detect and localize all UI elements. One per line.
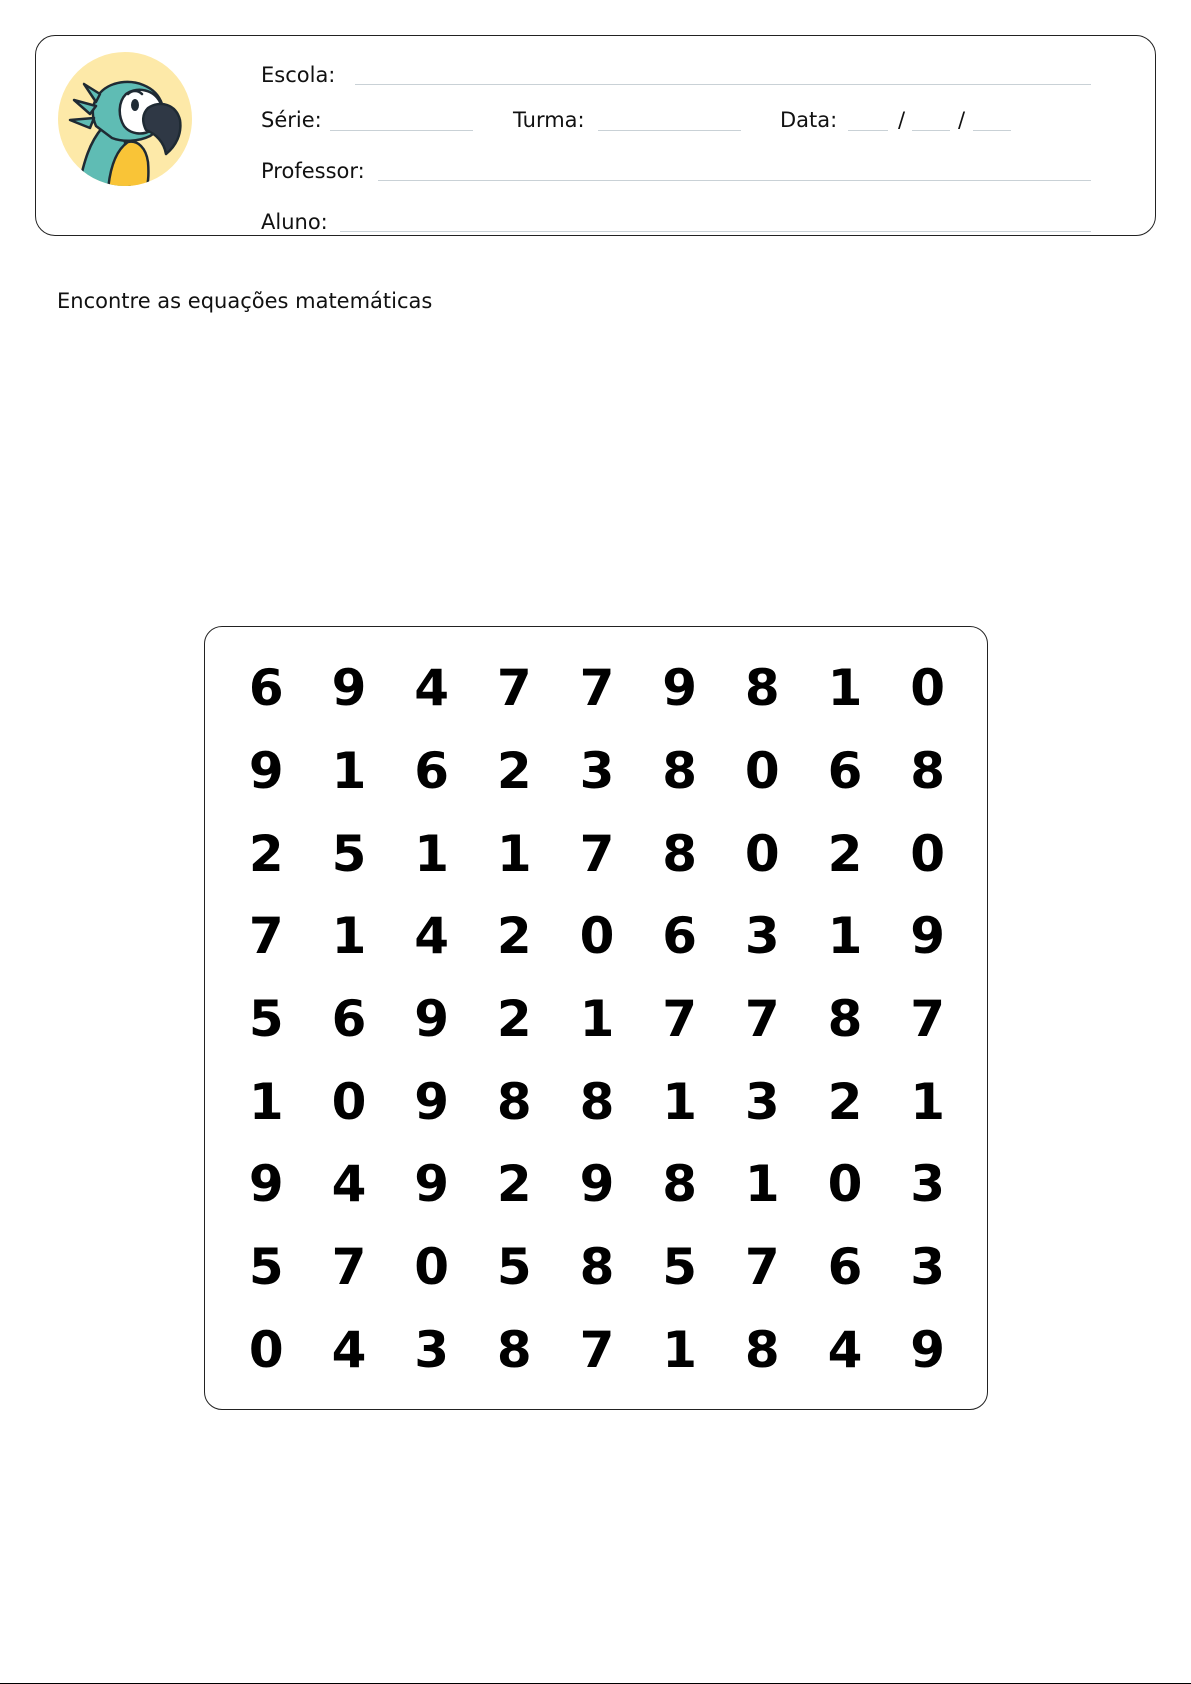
grid-cell[interactable]: 7 <box>579 1320 615 1379</box>
grid-cell[interactable]: 2 <box>496 907 532 966</box>
grid-cell[interactable]: 0 <box>579 907 615 966</box>
grid-cell[interactable]: 1 <box>662 1320 698 1379</box>
grid-cell[interactable]: 1 <box>248 1072 284 1131</box>
grid-cell[interactable]: 5 <box>248 989 284 1048</box>
grid-cell[interactable]: 2 <box>827 1072 863 1131</box>
grid-cell[interactable]: 8 <box>496 1320 532 1379</box>
grid-cell[interactable]: 8 <box>662 1155 698 1214</box>
grid-cell[interactable]: 1 <box>910 1072 946 1131</box>
grid-cell[interactable]: 1 <box>414 824 450 883</box>
grid-cell[interactable]: 8 <box>579 1237 615 1296</box>
grid-cell[interactable]: 2 <box>496 1155 532 1214</box>
class-field[interactable] <box>598 130 741 131</box>
grid-cell[interactable]: 2 <box>496 989 532 1048</box>
grid-cell[interactable]: 9 <box>910 1320 946 1379</box>
grid-cell[interactable]: 6 <box>662 907 698 966</box>
grid-cell[interactable]: 9 <box>414 989 450 1048</box>
grid-cell[interactable]: 0 <box>910 659 946 718</box>
grid-cell[interactable]: 1 <box>662 1072 698 1131</box>
grid-cell[interactable]: 9 <box>579 1155 615 1214</box>
grid-cells <box>225 647 969 1391</box>
grid-cell[interactable]: 8 <box>579 1072 615 1131</box>
grid-cell[interactable]: 9 <box>414 1155 450 1214</box>
teacher-field[interactable] <box>378 180 1091 181</box>
grade-label: Série: <box>261 108 322 132</box>
date-month-field[interactable] <box>912 130 950 131</box>
date-label: Data: <box>780 108 838 132</box>
grid-cell[interactable]: 3 <box>910 1237 946 1296</box>
grid-cell[interactable]: 1 <box>331 907 367 966</box>
grid-cell[interactable]: 1 <box>579 989 615 1048</box>
grid-cell[interactable]: 7 <box>579 824 615 883</box>
grid-cell[interactable]: 4 <box>414 907 450 966</box>
grid-cell[interactable]: 4 <box>827 1320 863 1379</box>
date-separator: / <box>958 108 966 132</box>
grid-cell[interactable]: 8 <box>744 659 780 718</box>
class-label: Turma: <box>513 108 585 132</box>
grid-cell[interactable]: 8 <box>744 1320 780 1379</box>
grid-cell[interactable]: 7 <box>662 989 698 1048</box>
grade-field[interactable] <box>330 130 473 131</box>
grid-cell[interactable]: 6 <box>248 659 284 718</box>
grid-cell[interactable]: 1 <box>331 741 367 800</box>
header-card <box>35 35 1156 236</box>
grid-cell[interactable]: 6 <box>827 1237 863 1296</box>
grid-cell[interactable]: 3 <box>744 907 780 966</box>
grid-cell[interactable]: 2 <box>496 741 532 800</box>
grid-cell[interactable]: 0 <box>910 824 946 883</box>
grid-cell[interactable]: 7 <box>744 989 780 1048</box>
grid-cell[interactable]: 4 <box>331 1320 367 1379</box>
parrot-icon <box>56 50 194 188</box>
student-label: Aluno: <box>261 210 328 234</box>
school-label: Escola: <box>261 63 336 87</box>
grid-cell[interactable]: 9 <box>910 907 946 966</box>
grid-cell[interactable]: 6 <box>827 741 863 800</box>
grid-cell[interactable]: 1 <box>827 659 863 718</box>
grid-cell[interactable]: 8 <box>662 741 698 800</box>
grid-cell[interactable]: 3 <box>910 1155 946 1214</box>
grid-cell[interactable]: 3 <box>579 741 615 800</box>
grid-cell[interactable]: 1 <box>496 824 532 883</box>
student-field[interactable] <box>340 231 1091 232</box>
school-field[interactable] <box>355 84 1091 85</box>
grid-cell[interactable]: 7 <box>910 989 946 1048</box>
grid-cell[interactable]: 0 <box>744 741 780 800</box>
grid-cell[interactable]: 7 <box>248 907 284 966</box>
instruction-text: Encontre as equações matemáticas <box>57 289 433 313</box>
grid-cell[interactable]: 7 <box>579 659 615 718</box>
number-search-grid <box>204 626 988 1410</box>
grid-cell[interactable]: 9 <box>331 659 367 718</box>
grid-cell[interactable]: 6 <box>331 989 367 1048</box>
date-separator: / <box>898 108 906 132</box>
grid-cell[interactable]: 8 <box>662 824 698 883</box>
grid-cell[interactable]: 0 <box>331 1072 367 1131</box>
grid-cell[interactable]: 5 <box>662 1237 698 1296</box>
grid-cell[interactable]: 0 <box>414 1237 450 1296</box>
grid-cell[interactable]: 9 <box>414 1072 450 1131</box>
grid-cell[interactable]: 5 <box>331 824 367 883</box>
grid-cell[interactable]: 8 <box>910 741 946 800</box>
grid-cell[interactable]: 2 <box>827 824 863 883</box>
grid-cell[interactable]: 5 <box>496 1237 532 1296</box>
grid-cell[interactable]: 6 <box>414 741 450 800</box>
date-day-field[interactable] <box>848 130 888 131</box>
grid-cell[interactable]: 1 <box>827 907 863 966</box>
grid-cell[interactable]: 9 <box>662 659 698 718</box>
date-year-field[interactable] <box>973 130 1011 131</box>
grid-cell[interactable]: 0 <box>827 1155 863 1214</box>
grid-cell[interactable]: 3 <box>414 1320 450 1379</box>
grid-cell[interactable]: 1 <box>744 1155 780 1214</box>
grid-cell[interactable]: 2 <box>248 824 284 883</box>
grid-cell[interactable]: 3 <box>744 1072 780 1131</box>
teacher-label: Professor: <box>261 159 365 183</box>
grid-cell[interactable]: 5 <box>248 1237 284 1296</box>
grid-cell[interactable]: 0 <box>744 824 780 883</box>
grid-cell[interactable]: 9 <box>248 1155 284 1214</box>
grid-cell[interactable]: 7 <box>331 1237 367 1296</box>
grid-cell[interactable]: 7 <box>744 1237 780 1296</box>
grid-cell[interactable]: 4 <box>331 1155 367 1214</box>
grid-cell[interactable]: 8 <box>496 1072 532 1131</box>
grid-cell[interactable]: 7 <box>496 659 532 718</box>
grid-cell[interactable]: 9 <box>248 741 284 800</box>
grid-cell[interactable]: 0 <box>248 1320 284 1379</box>
grid-cell[interactable]: 8 <box>827 989 863 1048</box>
grid-cell[interactable]: 4 <box>414 659 450 718</box>
